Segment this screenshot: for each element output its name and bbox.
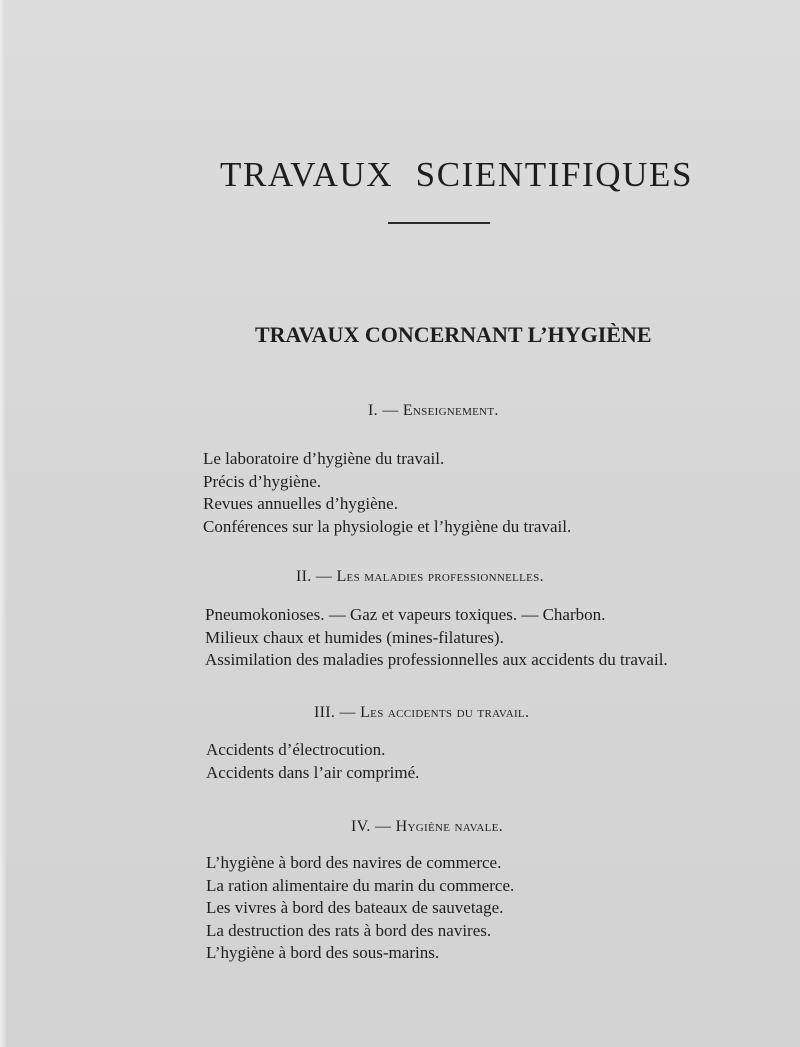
list-item: Le laboratoire d’hygiène du travail. — [203, 449, 445, 468]
subsection-heading-accidents — [314, 702, 529, 724]
list-item: Accidents d’électrocution. — [206, 740, 386, 759]
subsection-heading-text: — Hygiène navale. — [375, 818, 504, 835]
subsection-heading-text: — Les accidents du travail. — [339, 704, 530, 721]
page-title: TRAVAUX SCIENTIFIQUES — [220, 155, 694, 194]
list-item: La destruction des rats à bord des navires. — [206, 920, 492, 940]
subsection-numeral: III. — [314, 704, 336, 721]
list-item: Pneumokonioses. — Gaz et vapeurs toxiques. — Charbon. — [205, 605, 606, 624]
subsection-heading-hygiene-navale — [351, 816, 503, 838]
list-item: Précis d’hygiène. — [203, 471, 322, 491]
list-item: Les vivres à bord des bateaux de sauvetage. — [206, 898, 504, 917]
title-divider — [388, 222, 490, 224]
list-item: Accidents dans l’air comprimé. — [206, 762, 420, 782]
subsection-heading-text: — Les maladies professionnelles. — [315, 568, 544, 585]
paragraph-assimilation: Assimilation des maladies professionnelles aux accidents du travail. — [205, 650, 668, 669]
page-edge — [0, 0, 6, 1047]
subsection-numeral: I. — [368, 402, 378, 419]
list-item: L’hygiène à bord des sous-marins. — [206, 943, 440, 962]
subsection-heading-maladies — [296, 566, 544, 588]
item-list-hygiene-navale — [206, 852, 514, 965]
section-title: TRAVAUX CONCERNANT L’HYGIÈNE — [255, 322, 652, 347]
subsection-numeral: IV. — [351, 818, 371, 835]
list-item: L’hygiène à bord des navires de commerce. — [206, 853, 502, 872]
subsection-heading-enseignement — [368, 400, 499, 422]
subsection-numeral: II. — [296, 568, 312, 585]
list-item: Milieux chaux et humides (mines-filatures). — [205, 627, 504, 647]
item-list-maladies — [205, 604, 605, 649]
list-item: Revues annuelles d’hygiène. — [203, 494, 398, 513]
list-item: La ration alimentaire du marin du commerce. — [206, 875, 515, 895]
item-list-enseignement — [203, 448, 571, 538]
list-item: Conférences sur la physiologie et l’hygiène du travail. — [203, 516, 572, 536]
item-list-accidents — [206, 739, 419, 784]
subsection-heading-text: — Enseignement. — [382, 402, 499, 419]
